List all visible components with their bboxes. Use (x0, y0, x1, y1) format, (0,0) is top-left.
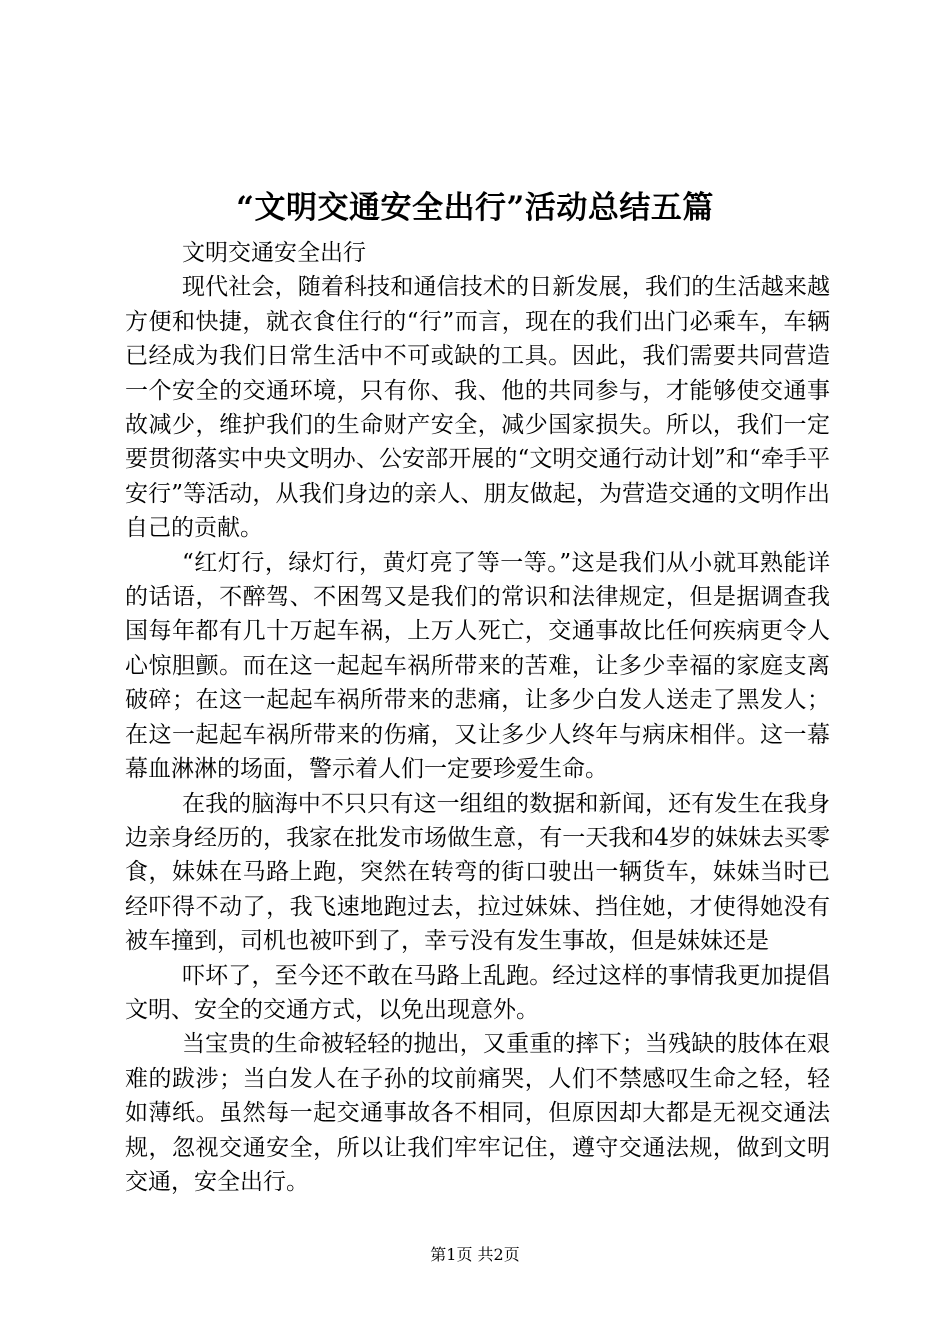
document-title: “文明交通安全出行”活动总结五篇 (236, 190, 714, 226)
page-number-indicator: 第1页 共2页 (430, 1245, 520, 1264)
document-body (125, 236, 830, 1199)
paragraph: 现代社会，随着科技和通信技术的日新发展，我们的生活越来越方便和快捷，就衣食住行的“行”而言，现在的我们出门必乘车，车辆已经成为我们日常生活中不可或缺的工具。因此，我们需要共同营造一个安全的交通环境，只有你、我、他的共同参与，才能够使交通事故减少，维护我们的生命财产安全，减少国家损失。所以，我们一定要贯彻落实中央文明办、公安部开展的“文明交通行动计划”和“牵手平安行”等活动，从我们身边的亲人、朋友做起，为营造交通的文明作出自己的贡献。 (125, 274, 830, 542)
paragraph: 当宝贵的生命被轻轻的抛出，又重重的摔下；当残缺的肢体在艰难的跋涉；当白发人在子孙的坟前痛哭，人们不禁感叹生命之轻，轻如薄纸。虽然每一起交通事故各不相同，但原因却大都是无视交通法规，忽视交通安全，所以让我们牢牢记住，遵守交通法规，做到文明交通，安全出行。 (125, 1031, 830, 1195)
paragraph: 在我的脑海中不只只有这一组组的数据和新闻，还有发生在我身边亲身经历的，我家在批发市场做生意，有一天我和4岁的妹妹去买零食，妹妹在马路上跑，突然在转弯的街口驶出一辆货车，妹妹当时已经吓得不动了，我飞速地跑过去，拉过妹妹、挡住她，才使得她没有被车撞到，司机也被吓到了，幸亏没有发生事故，但是妹妹还是 (125, 790, 830, 955)
page-footer (0, 1243, 950, 1267)
paragraph: “红灯行，绿灯行，黄灯亮了等一等。”这是我们从小就耳熟能详的话语，不醉驾、不困驾又是我们的常识和法律规定，但是据调查我国每年都有几十万起车祸，上万人死亡，交通事故比任何疾病更令人心惊胆颤。而在这一起起车祸所带来的苦难，让多少幸福的家庭支离破碎；在这一起起车祸所带来的悲痛，让多少白发人送走了黑发人；在这一起起车祸所带来的伤痛，又让多少人终年与病床相伴。这一幕幕血淋淋的场面，警示着人们一定要珍爱生命。 (125, 549, 830, 783)
section-heading: 文明交通安全出行 (182, 240, 366, 266)
paragraph: 吓坏了，至今还不敢在马路上乱跑。经过这样的事情我更加提倡文明、安全的交通方式，以免出现意外。 (125, 962, 830, 1023)
